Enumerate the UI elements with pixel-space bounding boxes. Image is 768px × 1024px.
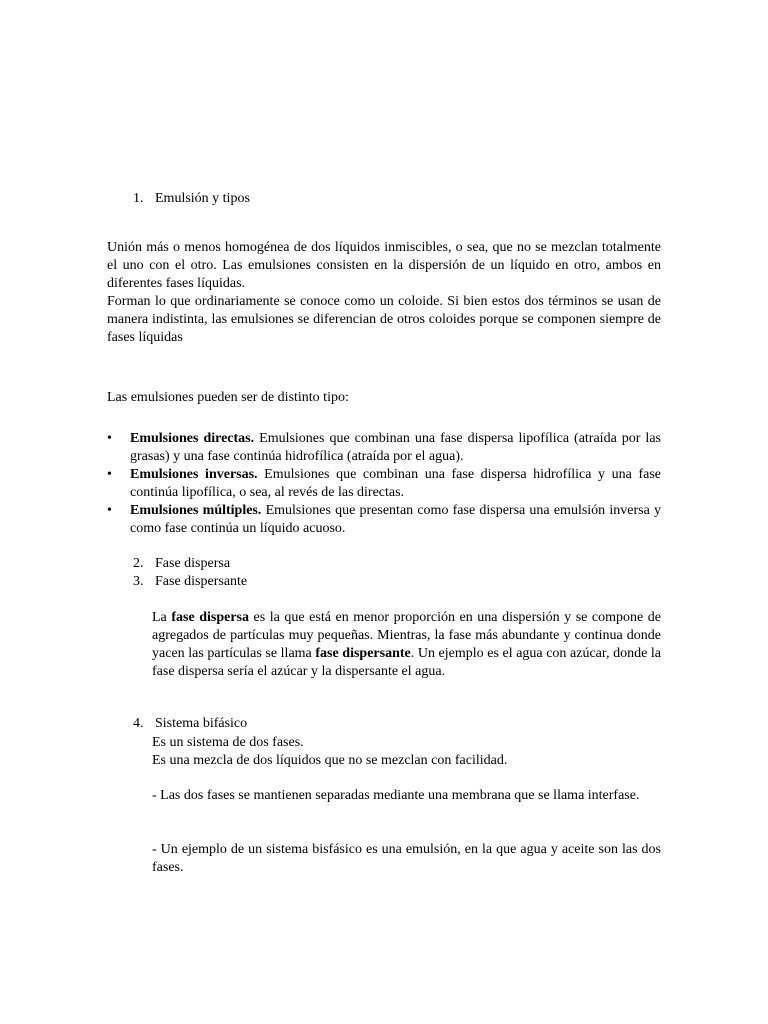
intro-paragraph-2: Forman lo que ordinariamente se conoce como un coloide. Si bien estos dos términos se usan de manera indistinta, las emulsiones se diferencian de otros coloides porque se componen siempre de fases líquidas (107, 294, 661, 345)
heading-text: Sistema bifásico (155, 716, 248, 731)
heading-fase-dispersa (133, 555, 230, 573)
heading-text: Fase dispersante (155, 574, 248, 589)
bullet-icon: • (107, 467, 112, 482)
fase-term-dispersa: fase dispersa (171, 610, 249, 625)
bifasico-line-1: Es un sistema de dos fases. (152, 735, 304, 750)
bullet-text: Emulsiones que combinan una fase dispersa hidrofílica y una fase continúa lipofílica, o sea, al revés de las directas. (130, 467, 661, 500)
heading-fase-dispersante (133, 573, 247, 591)
bullet-icon: • (107, 431, 112, 446)
emulsion-types-list (107, 430, 661, 538)
heading-emulsion-tipos (133, 190, 250, 208)
fase-text-post: . Un ejemplo es el agua con azúcar, donde la fase dispersa sería el azúcar y la dispersante el agua. (152, 646, 661, 679)
heading-number: 2. (133, 556, 144, 571)
heading-number: 3. (133, 574, 144, 589)
list-item (107, 430, 661, 466)
intro-paragraph-1: Unión más o menos homogénea de dos líquidos inmiscibles, o sea, que no se mezclan totalmente el uno con el otro. Las emulsiones consisten en la dispersión de un líquido en otro, ambos en diferentes fases líquidas. (107, 240, 661, 291)
heading-number: 1. (133, 191, 144, 206)
fase-text-pre: La (152, 610, 172, 625)
bullet-text: Emulsiones que combinan una fase dispersa lipofílica (atraída por las grasas) y una fase continúa hidrofílica (atraída por el agua). (130, 431, 661, 464)
heading-sistema-bifasico (133, 715, 247, 733)
bullet-text: Emulsiones que presentan como fase dispersa una emulsión inversa y como fase continúa un líquido acuoso. (130, 503, 661, 536)
fase-term-dispersante: fase dispersante (315, 646, 411, 661)
heading-text: Emulsión y tipos (155, 191, 250, 206)
heading-number: 4. (133, 716, 144, 731)
bifasico-paragraph-4: - Un ejemplo de un sistema bisfásico es una emulsión, en la que agua y aceite son las dos fases. (152, 842, 661, 875)
types-intro: Las emulsiones pueden ser de distinto tipo: (107, 390, 349, 405)
bullet-term: Emulsiones múltiples. (130, 503, 262, 518)
bullet-term: Emulsiones inversas. (130, 467, 258, 482)
bifasico-paragraph-3: - Las dos fases se mantienen separadas mediante una membrana que se llama interfase. (152, 788, 640, 803)
list-item (107, 466, 661, 502)
heading-text: Fase dispersa (155, 556, 231, 571)
fase-text-mid: es la que está en menor proporción en una dispersión y se compone de agregados de partículas muy pequeñas. Mientras, la fase más abundante y continua donde yacen las partículas se llama (152, 610, 662, 661)
bifasico-line-2: Es una mezcla de dos líquidos que no se mezclan con facilidad. (152, 753, 508, 768)
bullet-term: Emulsiones directas. (130, 431, 255, 446)
fase-paragraph (152, 609, 661, 681)
list-item (107, 502, 661, 538)
bullet-icon: • (107, 503, 112, 518)
